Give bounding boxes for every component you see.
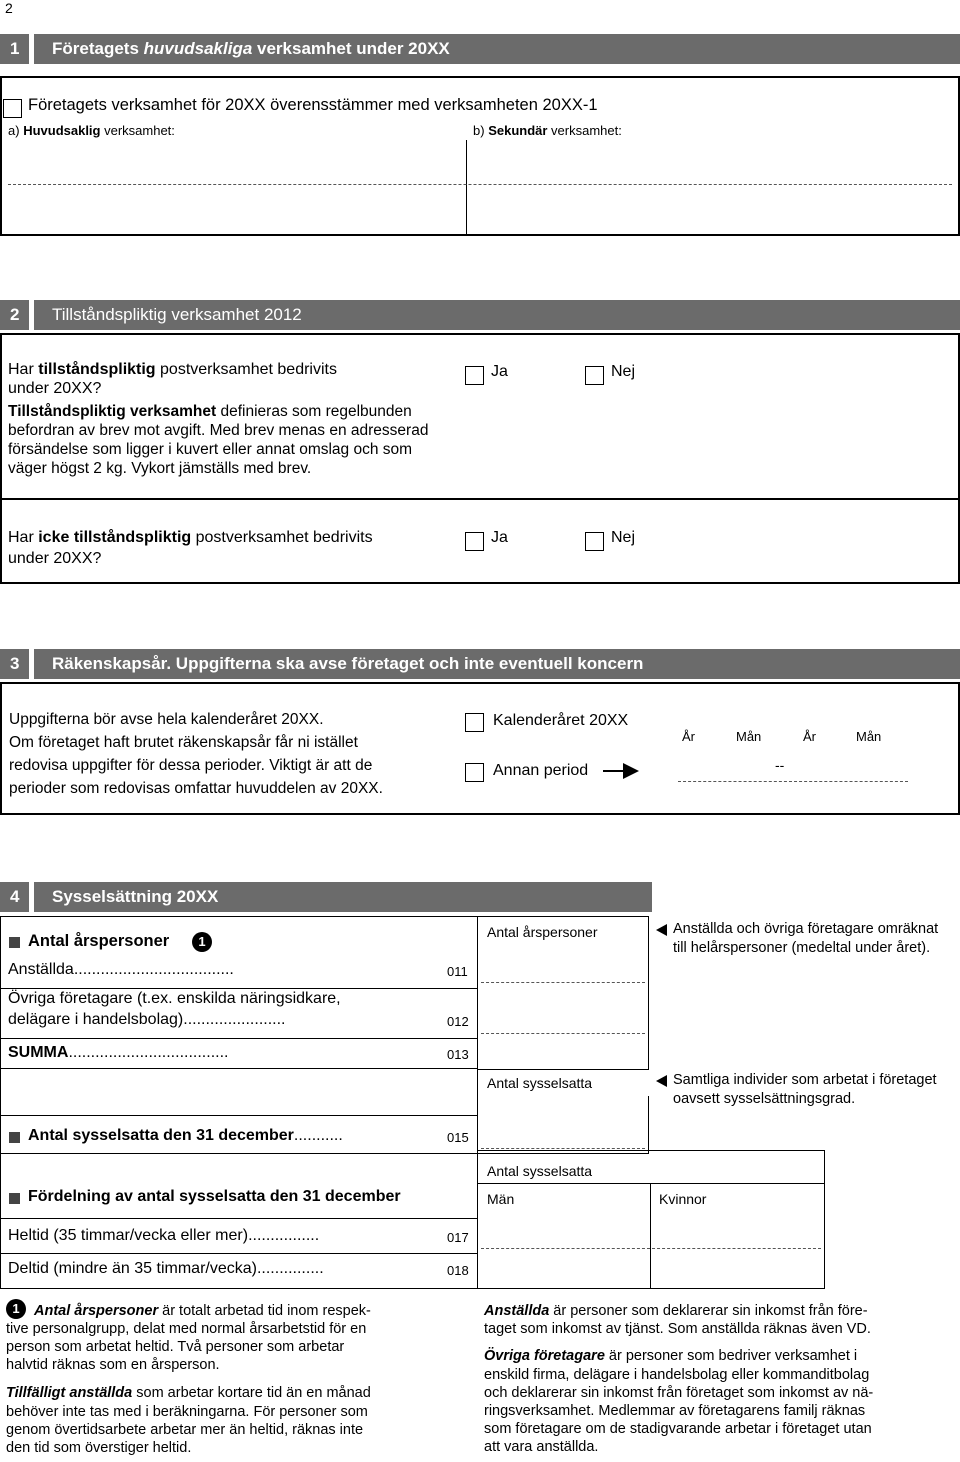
note-1-l4: halvtid räknas som en årsperson. [6, 1357, 220, 1373]
no-label: Nej [611, 529, 636, 546]
rule [0, 1038, 478, 1039]
col-sysselsatta-2: Antal sysselsatta [487, 1163, 593, 1179]
col-month-to: Mån [856, 729, 882, 744]
fiscal-text-l3: redovisa uppgifter för dessa perioder. Viktigt är att de [9, 757, 373, 774]
hint-2-l2: oavsett sysselsättningsgrad. [673, 1091, 856, 1107]
section-title: Företagets huvudsakliga verksamhet under 20XX [52, 39, 450, 58]
calendar-year-checkbox[interactable] [465, 713, 484, 732]
section-title: Tillståndspliktig verksamhet 2012 [52, 305, 302, 324]
definition-l4: väger högst 2 kg. Vykort jämställs med brev. [8, 460, 312, 477]
licensed-yes-checkbox[interactable] [465, 366, 484, 385]
fiscal-text-l2: Om företaget haft brutet räkenskapsår får ni istället [9, 734, 358, 751]
section-title: Räkenskapsår. Uppgifterna ska avse företaget och inte eventuell koncern [52, 654, 644, 673]
input-012[interactable] [481, 1033, 645, 1034]
bullet-square-icon [9, 937, 20, 948]
anstallda-label: Anställda.................................... [8, 961, 234, 978]
rule [0, 1153, 478, 1154]
col-month-from: Mån [736, 729, 762, 744]
definition-l3: försändelse som ligger i kuvert eller annat omslag och som [8, 441, 413, 458]
divider [466, 140, 467, 236]
footnote-marker: 1 [6, 1299, 26, 1319]
same-activity-checkbox[interactable] [3, 99, 22, 118]
input-017[interactable] [481, 1248, 821, 1249]
note-4-l6: att vara anställda. [484, 1439, 599, 1455]
rule [477, 1183, 825, 1184]
rule [0, 1115, 478, 1116]
code-011: 011 [447, 964, 468, 979]
code-018: 018 [447, 1263, 469, 1278]
definition-l1: Tillståndspliktig verksamhet definieras som regelbunden [8, 403, 412, 420]
licensed-no-checkbox[interactable] [585, 366, 604, 385]
question-unlicensed-l2: under 20XX? [8, 550, 102, 567]
note-2-l1: Tillfälligt anställda som arbetar kortare tid än en månad [6, 1385, 371, 1401]
rule [0, 1068, 478, 1069]
main-activity-label: a) Huvudsaklig verksamhet: [8, 123, 175, 138]
note-3-l1: Anställda är personer som deklarerar sin inkomst från före- [484, 1303, 868, 1319]
code-015: 015 [447, 1130, 469, 1145]
code-013: 013 [447, 1047, 469, 1062]
note-1-l3: person som arbetat heltid. Två personer som arbetar [6, 1339, 345, 1355]
code-017: 017 [447, 1230, 469, 1245]
col-men: Män [487, 1191, 515, 1207]
fiscal-text-l4: perioder som redovisas omfattar huvuddelen av 20XX. [9, 780, 383, 797]
unlicensed-no-checkbox[interactable] [585, 532, 604, 551]
footnote-marker: 1 [192, 932, 212, 952]
note-4-l1: Övriga företagare är personer som bedriver verksamhet i [484, 1348, 858, 1364]
rule [0, 1288, 478, 1289]
section-2-header [0, 300, 960, 330]
col-sysselsatta: Antal sysselsatta [487, 1075, 593, 1091]
col-women: Kvinnor [659, 1191, 707, 1207]
input-015[interactable] [481, 1148, 645, 1149]
note-2-l3: genom övertidsarbete arbetar mer än heltid, räknas inte [6, 1422, 364, 1438]
no-label: Nej [611, 363, 636, 380]
other-period-label: Annan period [493, 762, 589, 779]
section-number: 3 [0, 649, 34, 679]
note-1-l1: Antal årspersoner är totalt arbetad tid inom respek- [34, 1303, 371, 1319]
period-separator: -- [775, 757, 785, 773]
summa-label: SUMMA.................................... [8, 1044, 229, 1061]
bullet-square-icon [9, 1193, 20, 1204]
yes-label: Ja [491, 529, 508, 546]
rule [0, 988, 478, 989]
note-2-l4: den tid som överstiger heltid. [6, 1440, 192, 1456]
unlicensed-yes-checkbox[interactable] [465, 532, 484, 551]
period-input-line[interactable] [678, 781, 908, 782]
yes-label: Ja [491, 363, 508, 380]
secondary-activity-label: b) Sekundär verksamhet: [473, 123, 622, 138]
sysselsatta-box [477, 1096, 649, 1154]
col-year-to: År [803, 729, 816, 744]
rule [0, 1218, 478, 1219]
col-arspersoner: Antal årspersoner [487, 924, 598, 940]
bullet-square-icon [9, 1132, 20, 1143]
note-4-l2: enskild firma, delägare i handelsbolag eller kommanditbolag [484, 1367, 870, 1383]
rule [0, 916, 1, 1289]
code-012: 012 [447, 1014, 469, 1029]
ovriga-label-l2: delägare i handelsbolag)....................... [8, 1011, 286, 1028]
rule [0, 1253, 478, 1254]
question-licensed-l2: under 20XX? [8, 380, 102, 397]
section-4-header [0, 882, 652, 912]
other-period-checkbox[interactable] [465, 763, 484, 782]
hint-1-l2: till helårspersoner (medeltal under året). [673, 940, 931, 956]
question-unlicensed: Har icke tillståndspliktig postverksamhet bedrivits [8, 529, 373, 546]
note-4-l3: och deklarerar sin inkomst från företaget som inkomst av nä- [484, 1385, 874, 1401]
arrow-right-icon [603, 762, 639, 780]
rule [0, 916, 478, 917]
same-activity-label: Företagets verksamhet för 20XX överensstämmer med verksamheten 20XX-1 [28, 96, 598, 114]
section-title: Sysselsättning 20XX [52, 887, 219, 906]
calendar-year-label: Kalenderåret 20XX [493, 712, 629, 729]
section-number: 4 [0, 882, 34, 912]
pointer-left-icon [656, 1075, 667, 1087]
col-year-from: År [682, 729, 695, 744]
ovriga-label-l1: Övriga företagare (t.ex. enskilda näringsidkare, [8, 990, 341, 1007]
definition-l2: befordran av brev mot avgift. Med brev menas en adresserad [8, 422, 429, 439]
input-011[interactable] [481, 982, 645, 983]
section-1-header [0, 34, 960, 64]
main-activity-line[interactable] [8, 184, 952, 185]
hint-2-l1: Samtliga individer som arbetat i företaget [673, 1072, 937, 1088]
note-2-l2: behöver inte tas med i beräkningarna. För personer som [6, 1404, 368, 1420]
antal-arspersoner-heading: Antal årspersoner [28, 932, 170, 950]
section-number: 1 [0, 34, 34, 64]
question-licensed: Har tillståndspliktig postverksamhet bedrivits [8, 361, 337, 378]
note-4-l4: ringsverksamhet. Medlemmar av företagarens familj räknas [484, 1403, 866, 1419]
section-number: 2 [0, 300, 34, 330]
hint-1-l1: Anställda och övriga företagare omräknat [673, 921, 939, 937]
fordelning-heading: Fördelning av antal sysselsatta den 31 december [28, 1188, 401, 1205]
deltid-label: Deltid (mindre än 35 timmar/vecka)............... [8, 1260, 324, 1277]
note-1-l2: tive personalgrupp, delat med normal årsarbetstid för en [6, 1321, 367, 1337]
note-4-l5: som företagare om de stadigvarande arbetar i företaget utan [484, 1421, 872, 1437]
section-3-header [0, 649, 960, 679]
heltid-label: Heltid (35 timmar/vecka eller mer)................ [8, 1227, 320, 1244]
pointer-left-icon [656, 924, 667, 936]
rule [650, 1183, 651, 1289]
note-3-l2: taget som inkomst av tjänst. Som anställda räknas även VD. [484, 1321, 871, 1337]
dec31-label: Antal sysselsatta den 31 december........... [28, 1127, 343, 1144]
page-number: 2 [5, 0, 13, 16]
fiscal-text-l1: Uppgifterna bör avse hela kalenderåret 20XX. [9, 711, 324, 728]
